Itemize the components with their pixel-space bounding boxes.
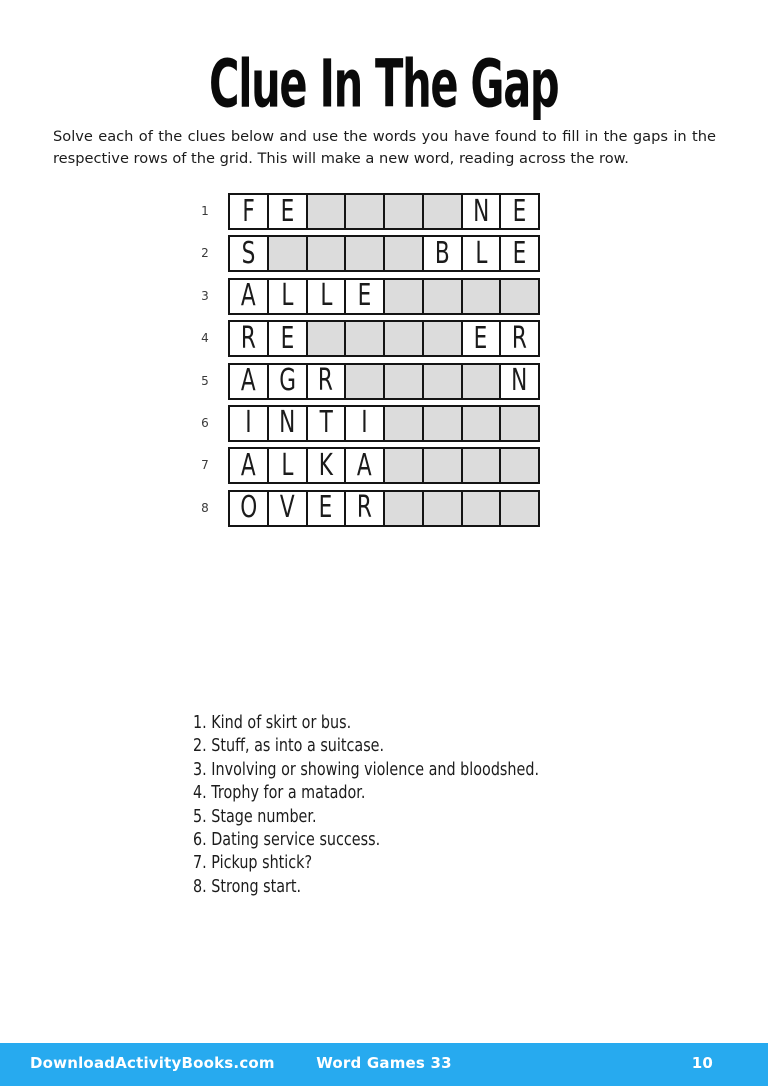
gap-cell [308,322,347,355]
letter-cell [230,195,269,228]
cell-letter: E [280,193,294,229]
gap-cell [501,492,538,525]
letter-cell [463,322,502,355]
gap-cell [385,407,424,440]
cell-letter: E [280,320,294,356]
cell-letter: V [279,490,295,526]
grid-row [201,363,540,400]
gap-cell [385,322,424,355]
cell-letter: R [357,490,373,526]
letter-cell [308,449,347,482]
letter-cell [230,237,269,270]
cell-letter: G [278,363,296,399]
gap-cell [308,195,347,228]
letter-cell [269,322,308,355]
letter-cell [346,407,385,440]
grid-row [201,235,540,272]
grid-row [201,278,540,315]
gap-cell [346,365,385,398]
clue-item: 2. Stuff, as into a suitcase. [193,736,385,757]
gap-cell [385,492,424,525]
gap-cell [269,237,308,270]
grid-row-number: 7 [201,458,209,473]
grid-row-number: 5 [201,373,209,388]
cell-letter: I [361,405,368,441]
cell-letter: A [240,363,256,399]
cell-letter: L [319,278,332,314]
letter-cell [269,195,308,228]
letter-cell [346,280,385,313]
gap-cell [308,237,347,270]
gap-cell [346,195,385,228]
gap-cell [463,492,502,525]
grid-row-number: 2 [201,246,209,261]
cell-letter: A [357,447,373,483]
letter-cell [501,237,538,270]
cell-letter: N [279,405,296,441]
footer-page-number: 10 [691,1054,713,1072]
cell-letter: F [242,193,255,229]
gap-cell [424,449,463,482]
gap-cell [501,280,538,313]
letter-cell [463,195,502,228]
gap-cell [424,280,463,313]
cell-letter: E [357,278,372,314]
grid-row-number: 1 [201,204,209,218]
letter-cell [346,492,385,525]
letter-cell [501,365,538,398]
grid-row [201,193,540,230]
letter-cell [463,237,502,270]
footer-website: DownloadActivityBooks.com [30,1054,275,1072]
gap-cell [424,407,463,440]
page-title [0,46,768,122]
letter-cell [230,322,269,355]
gap-cell [463,449,502,482]
grid-row-number: 4 [201,331,209,346]
cell-letter: A [240,278,256,314]
letter-cell [230,365,269,398]
footer-book-title: Word Games 33 [316,1054,452,1072]
letter-cell [308,365,347,398]
clue-item: 1. Kind of skirt or bus. [193,713,352,733]
cell-letter: L [474,235,487,271]
letter-cell [501,195,538,228]
gap-cell [501,449,538,482]
instructions-text: Solve each of the clues below and use the words you have found to fill in the gaps in the respective rows of the grid. This will make a new word, reading across the row. [53,128,716,167]
letter-cell [424,237,463,270]
gap-cell [424,492,463,525]
grid-row-number: 6 [201,415,209,430]
grid-row-number: 3 [201,288,209,303]
gap-cell [346,322,385,355]
letter-cell [269,449,308,482]
letter-cell [269,492,308,525]
cell-letter: E [319,490,333,526]
letter-cell [230,492,269,525]
letter-cell [269,407,308,440]
letter-cell [269,365,308,398]
clue-item: 7. Pickup shtick? [193,853,313,874]
letter-cell [230,280,269,313]
cell-letter: R [240,320,256,356]
letter-cell [269,280,308,313]
letter-cell [346,449,385,482]
gap-cell [385,237,424,270]
footer-bar [0,1043,768,1086]
cell-letter: L [281,278,294,314]
grid-row [201,405,540,442]
cell-letter: N [472,193,489,229]
clue-item: 8. Strong start. [193,876,302,897]
grid-row [201,320,540,357]
puzzle-grid [201,193,540,532]
gap-cell [385,280,424,313]
cell-letter: N [511,363,528,399]
cell-letter: R [512,320,528,356]
cell-letter: E [512,193,527,229]
gap-cell [463,280,502,313]
gap-cell [463,407,502,440]
cell-letter: K [318,447,333,483]
cell-letter: T [319,405,333,441]
cell-letter: I [245,405,252,441]
letter-cell [308,407,347,440]
clue-item: 5. Stage number. [193,806,317,827]
clue-item: 4. Trophy for a matador. [193,783,366,804]
clue-item: 3. Involving or showing violence and bloodshed. [193,759,540,780]
cell-letter: B [434,235,450,271]
gap-cell [424,365,463,398]
letter-cell [501,322,538,355]
grid-row [201,490,540,527]
cell-letter: S [241,235,256,271]
clue-list [193,712,539,899]
gap-cell [463,365,502,398]
clue-item: 6. Dating service success. [193,830,381,851]
page-title-text: Clue In The Gap [209,46,559,122]
gap-cell [385,365,424,398]
gap-cell [424,322,463,355]
gap-cell [424,195,463,228]
cell-letter: A [240,447,256,483]
gap-cell [501,407,538,440]
cell-letter: O [239,490,257,526]
letter-cell [230,449,269,482]
grid-row-number: 8 [201,500,209,515]
gap-cell [385,449,424,482]
cell-letter: R [318,363,334,399]
letter-cell [230,407,269,440]
cell-letter: E [512,235,527,271]
letter-cell [308,492,347,525]
gap-cell [346,237,385,270]
grid-row [201,447,540,484]
cell-letter: L [281,447,294,483]
gap-cell [385,195,424,228]
cell-letter: E [474,320,488,356]
letter-cell [308,280,347,313]
